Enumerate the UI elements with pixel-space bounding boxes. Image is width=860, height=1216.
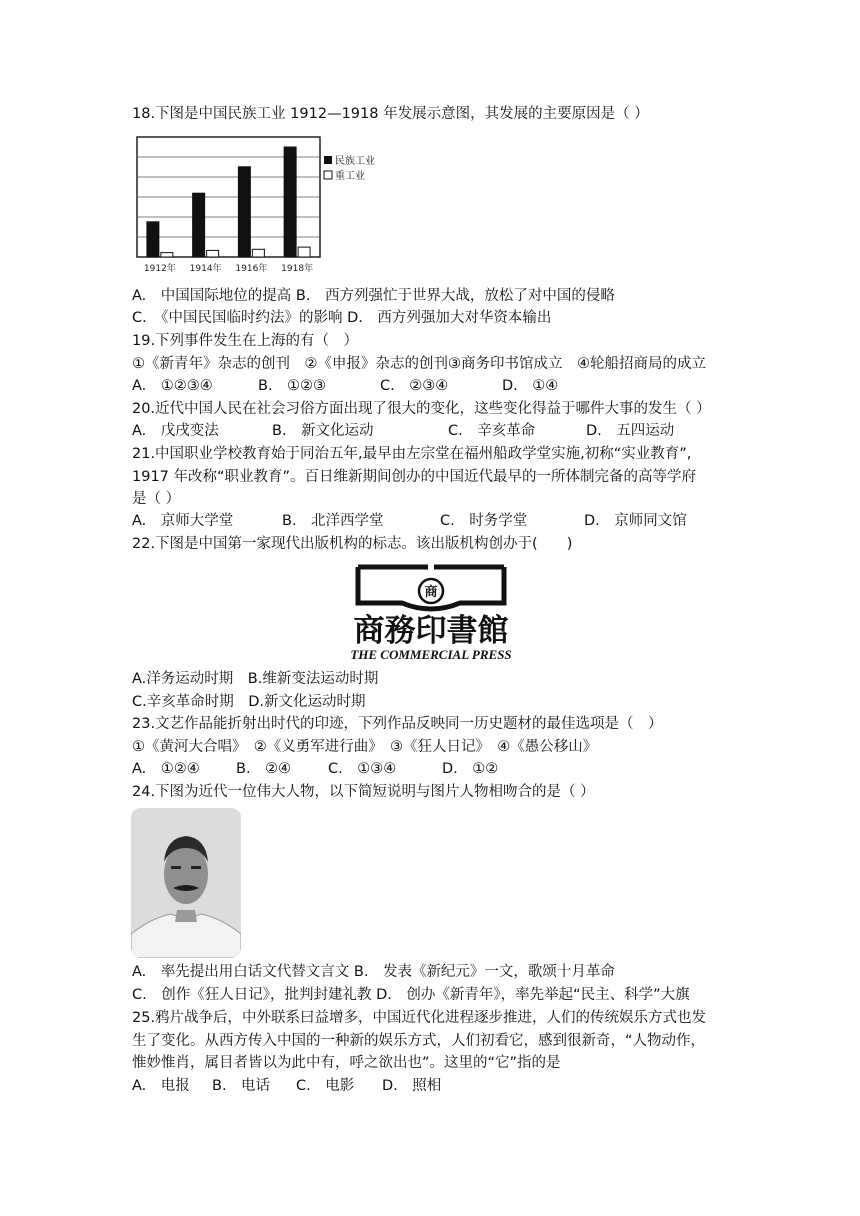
q20-option-d: D. 五四运动 [586,423,675,439]
q25-option-d: D. 照相 [382,1078,442,1094]
logo-chinese-name: 商務印書館 [353,613,509,649]
q25-stem-3: 惟妙惟肖，属目者皆以为此中有，呼之欲出也”。这里的“它”指的是 [132,1055,561,1071]
q24-stem: 24.下图为近代一位伟大人物，以下简短说明与图片人物相吻合的是（ ） [132,784,595,800]
bar-national [284,147,296,257]
q21-option-a: A. 京师大学堂 [132,513,234,529]
q25-option-a: A. 电报 [132,1078,190,1094]
logo-english-name: THE COMMERCIAL PRESS [350,647,512,661]
bar-heavy [207,250,219,257]
q19-option-c: C. ②③④ [380,378,449,394]
q20-stem: 20.近代中国人民在社会习俗方面出现了很大的变化，这些变化得益于哪件大事的发生（ ） [132,401,711,417]
q19-option-d: D. ①④ [502,378,559,394]
commercial-press-logo [336,563,526,661]
q23-stem: 23.文艺作品能折射出时代的印迹，下列作品反映同一历史题材的最佳选项是（ ） [132,716,663,732]
bar-national [193,193,205,257]
q20-option-c: C. 辛亥革命 [448,423,536,439]
q25-option-c: C. 电影 [296,1078,355,1094]
x-tick-label: 1918年 [281,264,314,274]
x-tick-label: 1912年 [143,264,176,274]
q21-option-d: D. 京师同文馆 [584,513,687,529]
q21-stem-2: 1917 年改称“职业教育”。百日维新期间创办的中国近代最早的一所体制完备的高等学府 [132,469,697,485]
q22-options-2: C.辛亥革命时期 D.新文化运动时期 [132,694,366,710]
q24-options-1: A. 率先提出用白话文代替文言文 B. 发表《新纪元》一文，歌颂十月革命 [132,964,615,980]
x-tick-label: 1916年 [235,264,268,274]
q23-option-b: B. ②④ [236,761,292,777]
q25-stem-1: 25.鸦片战争后，中外联系曰益增多，中国近代化进程逐步推进，人们的传统娱乐方式也发 [132,1010,707,1026]
legend-national: 民族工业 [335,156,375,167]
chart-x-ticks [144,262,313,274]
bar-heavy [252,249,264,257]
q23-option-d: D. ①② [442,761,499,777]
q18-options-1: A. 中国国际地位的提高 B. 西方列强忙于世界大战，放松了对中国的侵略 [132,288,615,304]
q21-option-b: B. 北洋西学堂 [282,513,384,529]
svg-text:商: 商 [424,585,438,600]
bar-national [147,222,159,257]
q19-items: ①《新青年》杂志的创刊 ②《申报》杂志的创刊③商务印书馆成立 ④轮船招商局的成立 [132,356,706,372]
bar-heavy [298,247,310,257]
x-tick-label: 1914年 [189,264,222,274]
q19-stem: 19.下列事件发生在上海的有（ ） [132,333,359,349]
q21-stem-3: 是（ ） [132,491,181,507]
legend-swatch-heavy [324,171,332,179]
q25-option-b: B. 电话 [212,1078,271,1094]
q24-options-2: C. 创作《狂人日记》，批判封建礼教 D. 创办《新青年》，率先举起“民主、科学”大旗 [132,987,690,1003]
q20-option-b: B. 新文化运动 [272,423,374,439]
q23-option-c: C. ①③④ [328,761,397,777]
portrait-figure [131,808,241,958]
q23-items: ①《黄河大合唱》 ②《义勇军进行曲》 ③《狂人日记》 ④《愚公移山》 [132,739,598,755]
bar-national [238,167,250,257]
legend-heavy: 重工业 [335,171,365,182]
q18-stem: 18.下图是中国民族工业 1912—1918 年发展示意图，其发展的主要原因是（ ） [132,106,649,122]
q22-options-1: A.洋务运动时期 B.维新变法运动时期 [132,671,379,687]
bar-heavy [161,253,173,257]
q19-option-b: B. ①②③ [258,378,327,394]
q21-option-c: C. 时务学堂 [440,513,528,529]
industry-bar-chart [132,132,392,277]
q20-option-a: A. 戊戌变法 [132,423,219,439]
q22-stem: 22.下图是中国第一家现代出版机构的标志。该出版机构创办于( ) [132,536,573,552]
q25-stem-2: 生了变化。从西方传入中国的一种新的娱乐方式，人们初看它，感到很新奇，“人物动作， [132,1033,706,1049]
portrait-photo [131,808,241,958]
q21-stem-1: 21.中国职业学校教育始于同治五年,最早由左宗堂在福州船政学堂实施,初称“实业教育”, [132,446,692,462]
q18-options-2: C. 《中国民国临时约法》的影响 D. 西方列强加大对华资本输出 [132,310,552,326]
q19-option-a: A. ①②③④ [132,378,213,394]
q23-option-a: A. ①②④ [132,761,200,777]
legend-swatch-national [324,156,332,164]
